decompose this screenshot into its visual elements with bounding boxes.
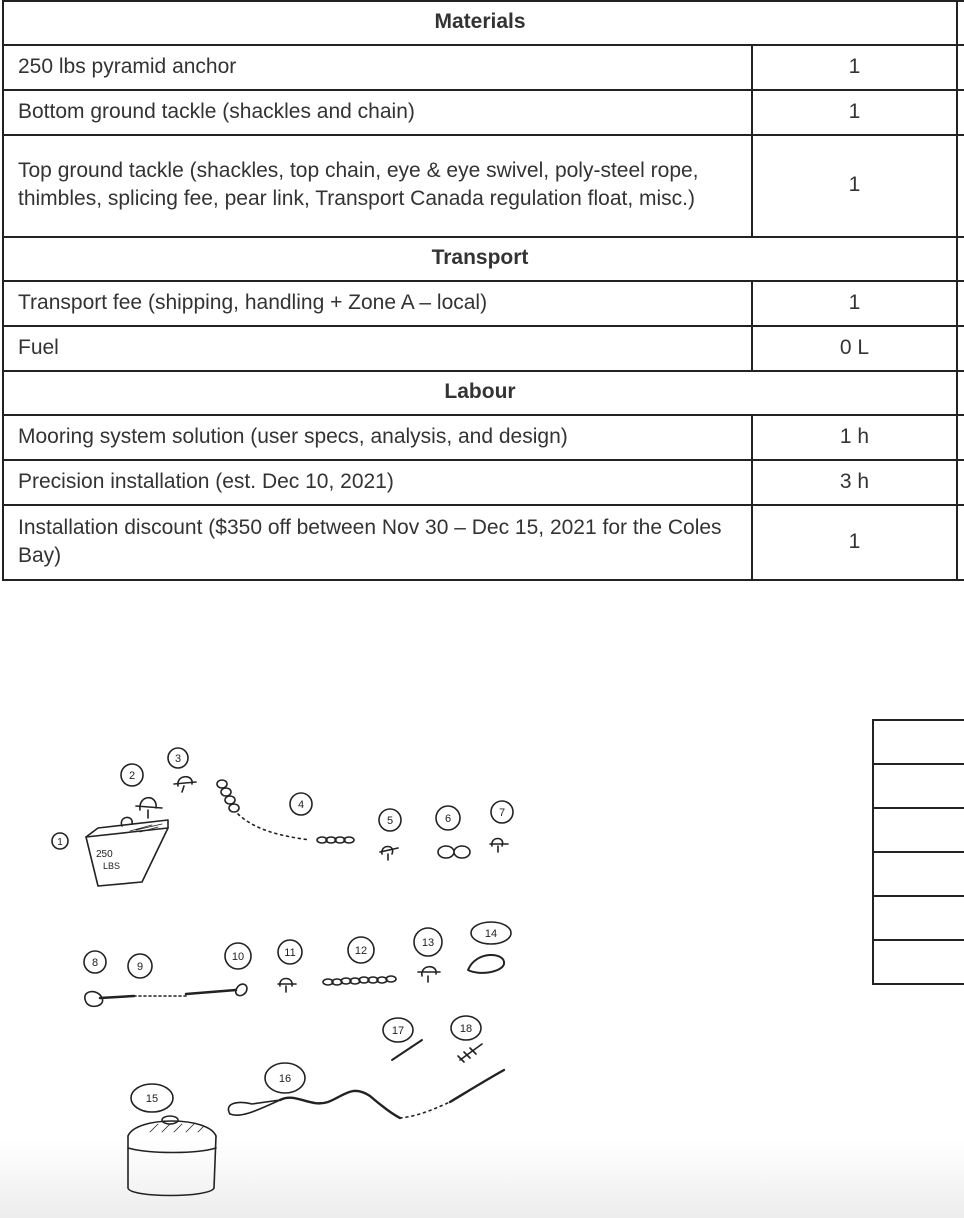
- item-description: Precision installation (est. Dec 10, 2021): [3, 460, 752, 505]
- part-number-label: 6: [444, 813, 452, 825]
- cut-off-cell: [957, 1, 964, 45]
- table-row: [3, 505, 964, 580]
- part-number-label: 12: [354, 945, 368, 957]
- item-quantity: 1: [752, 135, 957, 237]
- cut-off-cell: [957, 505, 964, 580]
- part-number-label: 17: [391, 1025, 405, 1037]
- shackle-sketch: [174, 777, 196, 792]
- chain-sketch: [217, 780, 354, 843]
- table-row: [3, 135, 964, 237]
- item-description: Transport fee (shipping, handling + Zone A – local): [3, 281, 752, 326]
- side-table-row: [874, 897, 964, 941]
- table-row: [3, 281, 964, 326]
- item-quantity: 1 h: [752, 415, 957, 460]
- part-number-label: 13: [421, 937, 435, 949]
- part-number-label: 2: [128, 770, 136, 782]
- cut-off-cell: [957, 415, 964, 460]
- part-number-label: 5: [386, 815, 394, 827]
- item-quantity: 0 L: [752, 326, 957, 371]
- pear-link-sketch: [468, 955, 504, 973]
- side-table-row: [874, 721, 964, 765]
- cut-off-cell: [957, 90, 964, 135]
- section-row-labour: [3, 371, 964, 415]
- part-number-label: 14: [484, 928, 498, 940]
- thimble-tool-sketch: [458, 1044, 482, 1062]
- swivel-sketch: [438, 846, 470, 858]
- shackle-sketch: [418, 967, 440, 982]
- shackle-sketch: [380, 847, 398, 861]
- item-description: Top ground tackle (shackles, top chain, eye & eye swivel, poly-steel rope, thimbles, splicing fee, pear link, Transport Canada regulation float, misc.): [3, 135, 752, 237]
- quote-table: [2, 0, 964, 581]
- splice-tool-sketch: [392, 1040, 422, 1060]
- part-number-label: 18: [459, 1023, 473, 1035]
- item-description: Mooring system solution (user specs, analysis, and design): [3, 415, 752, 460]
- section-title-labour: Labour: [3, 371, 957, 415]
- item-description: 250 lbs pyramid anchor: [3, 45, 752, 90]
- cut-off-cell: [957, 326, 964, 371]
- cut-off-cell: [957, 135, 964, 237]
- section-title-materials: Materials: [3, 1, 957, 45]
- part-number-label: 15: [145, 1093, 159, 1105]
- part-number-label: 9: [136, 961, 144, 973]
- section-row-materials: [3, 1, 964, 45]
- poly-steel-rope-sketch: [228, 1070, 504, 1118]
- side-table-row: [874, 941, 964, 985]
- table-row: [3, 415, 964, 460]
- cut-off-cell: [957, 281, 964, 326]
- shackle-sketch: [490, 839, 508, 853]
- table-row: [3, 326, 964, 371]
- section-title-transport: Transport: [3, 237, 957, 281]
- chain-sketch: [323, 976, 396, 985]
- part-number-label: 8: [91, 957, 99, 969]
- item-quantity: 1: [752, 505, 957, 580]
- side-table-row: [874, 809, 964, 853]
- item-quantity: 1: [752, 281, 957, 326]
- side-table-row: [874, 765, 964, 809]
- cut-off-cell: [957, 460, 964, 505]
- item-quantity: 1: [752, 45, 957, 90]
- item-description: Bottom ground tackle (shackles and chain): [3, 90, 752, 135]
- shackle-sketch: [136, 798, 162, 818]
- shackle-sketch: [278, 979, 296, 993]
- part-number-label: 11: [284, 947, 296, 959]
- part-number-label: 1: [57, 837, 63, 848]
- rope-with-thimbles-sketch: [85, 984, 247, 1006]
- table-row: [3, 90, 964, 135]
- item-description: Installation discount ($350 off between Nov 30 – Dec 15, 2021 for the Coles Bay): [3, 505, 752, 580]
- cut-off-cell: [957, 371, 964, 415]
- part-number-label: 7: [498, 807, 506, 819]
- mooring-components-sketch: [40, 740, 580, 1210]
- pyramid-anchor-sketch: [86, 817, 168, 886]
- part-number-label: 16: [278, 1073, 292, 1085]
- part-number-labels: [52, 748, 513, 1112]
- cut-off-cell: [957, 237, 964, 281]
- item-quantity: 3 h: [752, 460, 957, 505]
- item-description: Fuel: [3, 326, 752, 371]
- side-table-row: [874, 853, 964, 897]
- anchor-label-unit: LBS: [103, 861, 121, 871]
- cut-off-cell: [957, 45, 964, 90]
- part-number-label: 4: [297, 799, 305, 811]
- mooring-float-sketch: [128, 1116, 216, 1196]
- section-row-transport: [3, 237, 964, 281]
- table-row: [3, 45, 964, 90]
- anchor-label-weight: 250: [96, 849, 113, 860]
- item-quantity: 1: [752, 90, 957, 135]
- part-number-label: 10: [231, 951, 245, 963]
- part-number-label: 3: [174, 753, 182, 765]
- table-row: [3, 460, 964, 505]
- side-table-partial: [872, 719, 964, 985]
